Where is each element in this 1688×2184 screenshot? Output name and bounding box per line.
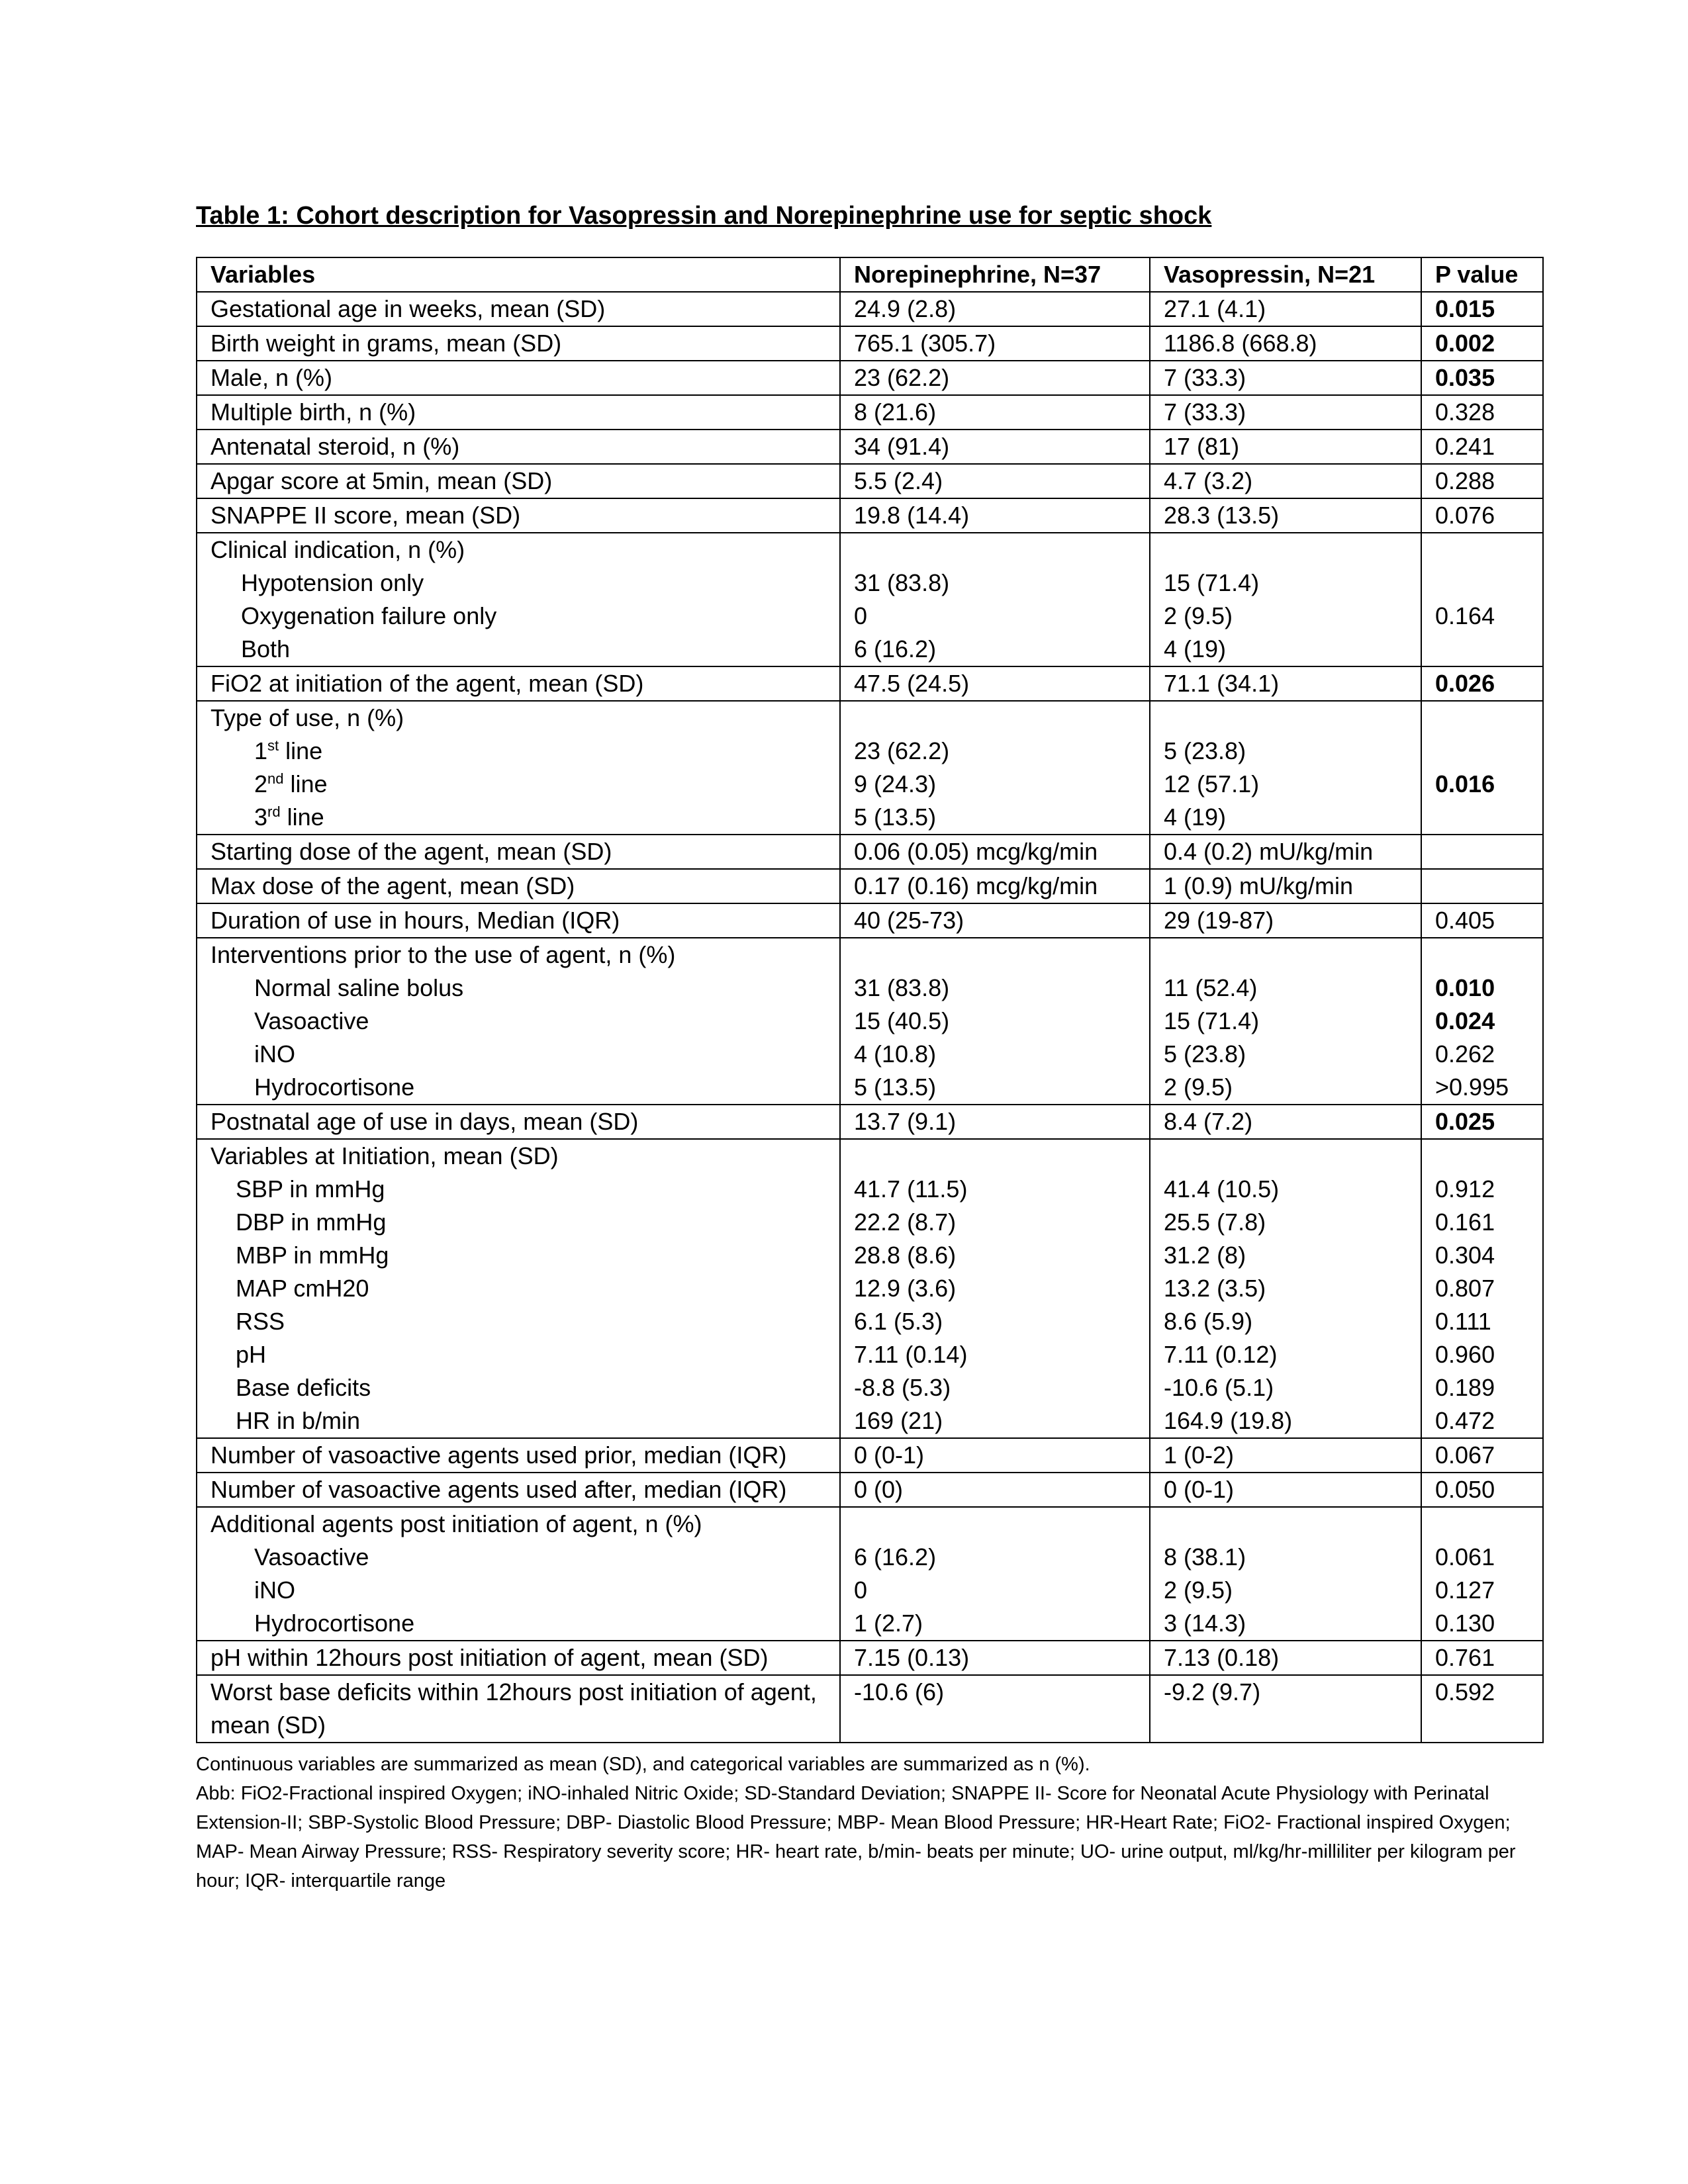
variable-cell: Birth weight in grams, mean (SD)	[197, 326, 840, 361]
p-value-cell	[1421, 701, 1543, 835]
p-value: 0.960	[1435, 1341, 1495, 1368]
norepinephrine-cell	[840, 1139, 1150, 1438]
p-value: 0.130	[1435, 1610, 1495, 1637]
table-row	[197, 1641, 1543, 1675]
vasopressin-value: 5 (23.8)	[1164, 1040, 1246, 1068]
variable-cell: Starting dose of the agent, mean (SD)	[197, 835, 840, 869]
p-value: 0.807	[1435, 1275, 1495, 1302]
group-label: Type of use, n (%)	[211, 704, 404, 731]
norepinephrine-value: 1 (2.7)	[854, 1610, 923, 1637]
vasopressin-cell: 7.13 (0.18)	[1150, 1641, 1421, 1675]
table-row	[197, 869, 1543, 903]
sub-variable-label: SBP in mmHg	[236, 1175, 385, 1203]
table-row	[197, 1473, 1543, 1507]
vasopressin-cell: 71.1 (34.1)	[1150, 666, 1421, 701]
vasopressin-cell: 8.4 (7.2)	[1150, 1105, 1421, 1139]
norepinephrine-value: 0	[854, 1576, 868, 1604]
vasopressin-value: 12 (57.1)	[1164, 770, 1260, 797]
p-value: 0.189	[1435, 1374, 1495, 1401]
variable-cell: Male, n (%)	[197, 361, 840, 395]
table-row	[197, 395, 1543, 430]
vasopressin-value: -10.6 (5.1)	[1164, 1374, 1274, 1401]
ordinal-number: 3	[254, 803, 268, 831]
vasopressin-value: 11 (52.4)	[1164, 974, 1258, 1001]
table-row	[197, 533, 1543, 666]
ordinal-rest: line	[280, 803, 324, 831]
table-row	[197, 498, 1543, 533]
variable-cell: Apgar score at 5min, mean (SD)	[197, 464, 840, 498]
norepinephrine-cell: 0.06 (0.05) mcg/kg/min	[840, 835, 1150, 869]
table-row	[197, 464, 1543, 498]
norepinephrine-value: 5 (13.5)	[854, 803, 937, 831]
p-value: 0.127	[1435, 1576, 1495, 1604]
sub-variable-label	[211, 735, 839, 768]
table-row	[197, 938, 1543, 1105]
vasopressin-value: 3 (14.3)	[1164, 1610, 1246, 1637]
p-value-cell	[1421, 1139, 1543, 1438]
sub-variable-label: MBP in mmHg	[236, 1242, 389, 1269]
vasopressin-value: 25.5 (7.8)	[1164, 1208, 1266, 1236]
vasopressin-cell: 7 (33.3)	[1150, 395, 1421, 430]
vasopressin-cell: 1 (0.9) mU/kg/min	[1150, 869, 1421, 903]
sub-variable-label: iNO	[254, 1040, 295, 1068]
vasopressin-value: 15 (71.4)	[1164, 569, 1260, 596]
table-row	[197, 835, 1543, 869]
variable-cell: Gestational age in weeks, mean (SD)	[197, 292, 840, 326]
norepinephrine-cell: 47.5 (24.5)	[840, 666, 1150, 701]
vasopressin-value: 31.2 (8)	[1164, 1242, 1246, 1269]
sub-variable-label	[211, 768, 839, 801]
variable-cell: FiO2 at initiation of the agent, mean (SD)	[197, 666, 840, 701]
norepinephrine-value: 28.8 (8.6)	[854, 1242, 957, 1269]
norepinephrine-value: -8.8 (5.3)	[854, 1374, 951, 1401]
vasopressin-value: 15 (71.4)	[1164, 1007, 1260, 1034]
table-row	[197, 1139, 1543, 1438]
norepinephrine-cell: 0 (0-1)	[840, 1438, 1150, 1473]
vasopressin-cell	[1150, 938, 1421, 1105]
p-value: 0.024	[1435, 1007, 1495, 1034]
sub-variable-label: MAP cmH20	[236, 1275, 369, 1302]
table-footnotes	[196, 1750, 1546, 1895]
norepinephrine-cell	[840, 701, 1150, 835]
header-variables: Variables	[197, 257, 840, 292]
sub-variable-label: Hypotension only	[241, 569, 424, 596]
header-norepinephrine: Norepinephrine, N=37	[840, 257, 1150, 292]
table-row	[197, 326, 1543, 361]
variable-cell: Number of vasoactive agents used after, median (IQR)	[197, 1473, 840, 1507]
norepinephrine-value: 169 (21)	[854, 1407, 943, 1434]
p-value-cell: 0.015	[1421, 292, 1543, 326]
variable-cell: Postnatal age of use in days, mean (SD)	[197, 1105, 840, 1139]
vasopressin-cell: 28.3 (13.5)	[1150, 498, 1421, 533]
ordinal-rest: line	[283, 770, 328, 797]
norepinephrine-value: 41.7 (11.5)	[854, 1175, 968, 1203]
group-label: Clinical indication, n (%)	[211, 536, 465, 563]
header-vasopressin: Vasopressin, N=21	[1150, 257, 1421, 292]
vasopressin-cell: 1 (0-2)	[1150, 1438, 1421, 1473]
vasopressin-cell: 17 (81)	[1150, 430, 1421, 464]
p-value-cell: 0.076	[1421, 498, 1543, 533]
p-value-cell: 0.067	[1421, 1438, 1543, 1473]
vasopressin-cell: 0.4 (0.2) mU/kg/min	[1150, 835, 1421, 869]
norepinephrine-cell: 5.5 (2.4)	[840, 464, 1150, 498]
vasopressin-value: 2 (9.5)	[1164, 1073, 1233, 1101]
p-value: 0.912	[1435, 1175, 1495, 1203]
sub-variable-label: Hydrocortisone	[254, 1073, 415, 1101]
norepinephrine-cell: 13.7 (9.1)	[840, 1105, 1150, 1139]
vasopressin-value: 5 (23.8)	[1164, 737, 1246, 764]
vasopressin-cell: 0 (0-1)	[1150, 1473, 1421, 1507]
p-value: 0.061	[1435, 1543, 1495, 1570]
vasopressin-value: 164.9 (19.8)	[1164, 1407, 1293, 1434]
ordinal-suffix: st	[267, 737, 279, 754]
sub-variable-label: Oxygenation failure only	[241, 602, 497, 629]
p-value-cell: 0.026	[1421, 666, 1543, 701]
vasopressin-value: 2 (9.5)	[1164, 1576, 1233, 1604]
vasopressin-cell: 1186.8 (668.8)	[1150, 326, 1421, 361]
sub-variable-label: Base deficits	[236, 1374, 371, 1401]
p-value-cell: 0.025	[1421, 1105, 1543, 1139]
variable-cell: Duration of use in hours, Median (IQR)	[197, 903, 840, 938]
p-value-cell: 0.288	[1421, 464, 1543, 498]
p-value: 0.161	[1435, 1208, 1495, 1236]
norepinephrine-value: 12.9 (3.6)	[854, 1275, 957, 1302]
norepinephrine-cell	[840, 533, 1150, 666]
p-value-cell	[1421, 869, 1543, 903]
variable-cell	[197, 1139, 840, 1438]
table-row	[197, 361, 1543, 395]
table-row	[197, 1675, 1543, 1743]
table-row	[197, 292, 1543, 326]
p-value: 0.111	[1435, 1308, 1491, 1335]
table-row	[197, 1105, 1543, 1139]
vasopressin-value: 4 (19)	[1164, 635, 1227, 662]
table-row	[197, 1507, 1543, 1641]
norepinephrine-cell: -10.6 (6)	[840, 1675, 1150, 1743]
vasopressin-cell	[1150, 701, 1421, 835]
norepinephrine-cell	[840, 1507, 1150, 1641]
cohort-table	[196, 257, 1544, 1743]
vasopressin-value: 2 (9.5)	[1164, 602, 1233, 629]
vasopressin-value: 8.6 (5.9)	[1164, 1308, 1253, 1335]
sub-variable-label: Vasoactive	[254, 1007, 369, 1034]
norepinephrine-value: 6 (16.2)	[854, 1543, 937, 1570]
group-label: Variables at Initiation, mean (SD)	[211, 1142, 559, 1169]
norepinephrine-value: 7.11 (0.14)	[854, 1341, 968, 1368]
vasopressin-cell: 29 (19-87)	[1150, 903, 1421, 938]
norepinephrine-value: 23 (62.2)	[854, 737, 950, 764]
norepinephrine-cell: 40 (25-73)	[840, 903, 1150, 938]
vasopressin-cell: 7 (33.3)	[1150, 361, 1421, 395]
norepinephrine-value: 22.2 (8.7)	[854, 1208, 957, 1236]
p-value-cell: 0.241	[1421, 430, 1543, 464]
header-p-value: P value	[1421, 257, 1543, 292]
p-value-cell: 0.050	[1421, 1473, 1543, 1507]
p-value: 0.262	[1435, 1040, 1495, 1068]
vasopressin-value: 7.11 (0.12)	[1164, 1341, 1278, 1368]
norepinephrine-value: 31 (83.8)	[854, 569, 950, 596]
norepinephrine-cell: 19.8 (14.4)	[840, 498, 1150, 533]
vasopressin-cell	[1150, 1507, 1421, 1641]
p-value-cell: 0.035	[1421, 361, 1543, 395]
sub-variable-label: Normal saline bolus	[254, 974, 464, 1001]
variable-cell: SNAPPE II score, mean (SD)	[197, 498, 840, 533]
variable-cell	[197, 1507, 840, 1641]
sub-variable-label: Vasoactive	[254, 1543, 369, 1570]
norepinephrine-cell: 23 (62.2)	[840, 361, 1150, 395]
variable-cell: Multiple birth, n (%)	[197, 395, 840, 430]
p-value: 0.010	[1435, 974, 1495, 1001]
footnote-abbreviations: Abb: FiO2-Fractional inspired Oxygen; iNO-inhaled Nitric Oxide; SD-Standard Deviation; SNAPPE II- Score for Neonatal Acute Physiology with Perinatal Extension-II; SBP-Systolic Blood Pressure; DBP- Diastolic Blood Pressure; MBP- Mean Blood Pressure; HR-Heart Rate; FiO2- Fractional inspired Oxygen; MAP- Mean Airway Pressure; RSS- Respiratory severity score; HR- heart rate, b/min- beats per minute; UO- urine output, ml/kg/hr-milliliter per kilogram per hour; IQR- interquartile range	[196, 1783, 1516, 1891]
vasopressin-value: 41.4 (10.5)	[1164, 1175, 1280, 1203]
table-title: Table 1: Cohort description for Vasopressin and Norepinephrine use for septic shock	[196, 202, 1212, 230]
variable-cell	[197, 533, 840, 666]
norepinephrine-cell	[840, 938, 1150, 1105]
norepinephrine-cell: 0 (0)	[840, 1473, 1150, 1507]
norepinephrine-cell: 0.17 (0.16) mcg/kg/min	[840, 869, 1150, 903]
footnote-summary: Continuous variables are summarized as mean (SD), and categorical variables are summarized as n (%).	[196, 1754, 1090, 1775]
header-row	[197, 257, 1543, 292]
sub-variable-label: Hydrocortisone	[254, 1610, 415, 1637]
norepinephrine-value: 5 (13.5)	[854, 1073, 937, 1101]
norepinephrine-cell: 7.15 (0.13)	[840, 1641, 1150, 1675]
group-p-value: 0.164	[1435, 602, 1495, 629]
p-value-cell	[1421, 938, 1543, 1105]
variable-cell: pH within 12hours post initiation of agent, mean (SD)	[197, 1641, 840, 1675]
norepinephrine-cell: 8 (21.6)	[840, 395, 1150, 430]
sub-variable-label: iNO	[254, 1576, 295, 1604]
ordinal-suffix: rd	[267, 803, 281, 820]
group-p-value: 0.016	[1435, 770, 1495, 797]
sub-variable-label	[211, 801, 839, 834]
norepinephrine-value: 4 (10.8)	[854, 1040, 937, 1068]
sub-variable-label: DBP in mmHg	[236, 1208, 387, 1236]
norepinephrine-cell: 765.1 (305.7)	[840, 326, 1150, 361]
p-value-cell: 0.761	[1421, 1641, 1543, 1675]
table-row	[197, 701, 1543, 835]
norepinephrine-value: 15 (40.5)	[854, 1007, 950, 1034]
p-value: >0.995	[1435, 1073, 1509, 1101]
vasopressin-cell	[1150, 1139, 1421, 1438]
vasopressin-cell: -9.2 (9.7)	[1150, 1675, 1421, 1743]
vasopressin-cell	[1150, 533, 1421, 666]
norepinephrine-cell: 24.9 (2.8)	[840, 292, 1150, 326]
sub-variable-label: HR in b/min	[236, 1407, 361, 1434]
sub-variable-label: RSS	[236, 1308, 285, 1335]
p-value-cell	[1421, 533, 1543, 666]
group-label: Interventions prior to the use of agent, n (%)	[211, 941, 676, 968]
norepinephrine-cell: 34 (91.4)	[840, 430, 1150, 464]
vasopressin-cell: 4.7 (3.2)	[1150, 464, 1421, 498]
vasopressin-cell: 27.1 (4.1)	[1150, 292, 1421, 326]
table-row	[197, 1438, 1543, 1473]
table-row	[197, 666, 1543, 701]
ordinal-rest: line	[279, 737, 323, 764]
ordinal-suffix: nd	[267, 770, 284, 787]
norepinephrine-value: 9 (24.3)	[854, 770, 937, 797]
vasopressin-value: 4 (19)	[1164, 803, 1227, 831]
ordinal-number: 1	[254, 737, 268, 764]
vasopressin-value: 13.2 (3.5)	[1164, 1275, 1266, 1302]
p-value-cell	[1421, 1507, 1543, 1641]
variable-cell	[197, 938, 840, 1105]
sub-variable-label: pH	[236, 1341, 267, 1368]
norepinephrine-value: 6.1 (5.3)	[854, 1308, 943, 1335]
p-value-cell: 0.592	[1421, 1675, 1543, 1743]
variable-cell	[197, 701, 840, 835]
variable-cell: Max dose of the agent, mean (SD)	[197, 869, 840, 903]
p-value-cell: 0.405	[1421, 903, 1543, 938]
group-label: Additional agents post initiation of agent, n (%)	[211, 1510, 702, 1537]
sub-variable-label: Both	[241, 635, 291, 662]
variable-cell: Number of vasoactive agents used prior, median (IQR)	[197, 1438, 840, 1473]
ordinal-number: 2	[254, 770, 268, 797]
vasopressin-value: 8 (38.1)	[1164, 1543, 1246, 1570]
norepinephrine-value: 0	[854, 602, 868, 629]
variable-cell: Worst base deficits within 12hours post initiation of agent, mean (SD)	[197, 1675, 840, 1743]
table-row	[197, 430, 1543, 464]
norepinephrine-value: 6 (16.2)	[854, 635, 937, 662]
p-value: 0.304	[1435, 1242, 1495, 1269]
table-row	[197, 903, 1543, 938]
p-value: 0.472	[1435, 1407, 1495, 1434]
p-value-cell	[1421, 835, 1543, 869]
variable-cell: Antenatal steroid, n (%)	[197, 430, 840, 464]
p-value-cell: 0.002	[1421, 326, 1543, 361]
norepinephrine-value: 31 (83.8)	[854, 974, 950, 1001]
p-value-cell: 0.328	[1421, 395, 1543, 430]
